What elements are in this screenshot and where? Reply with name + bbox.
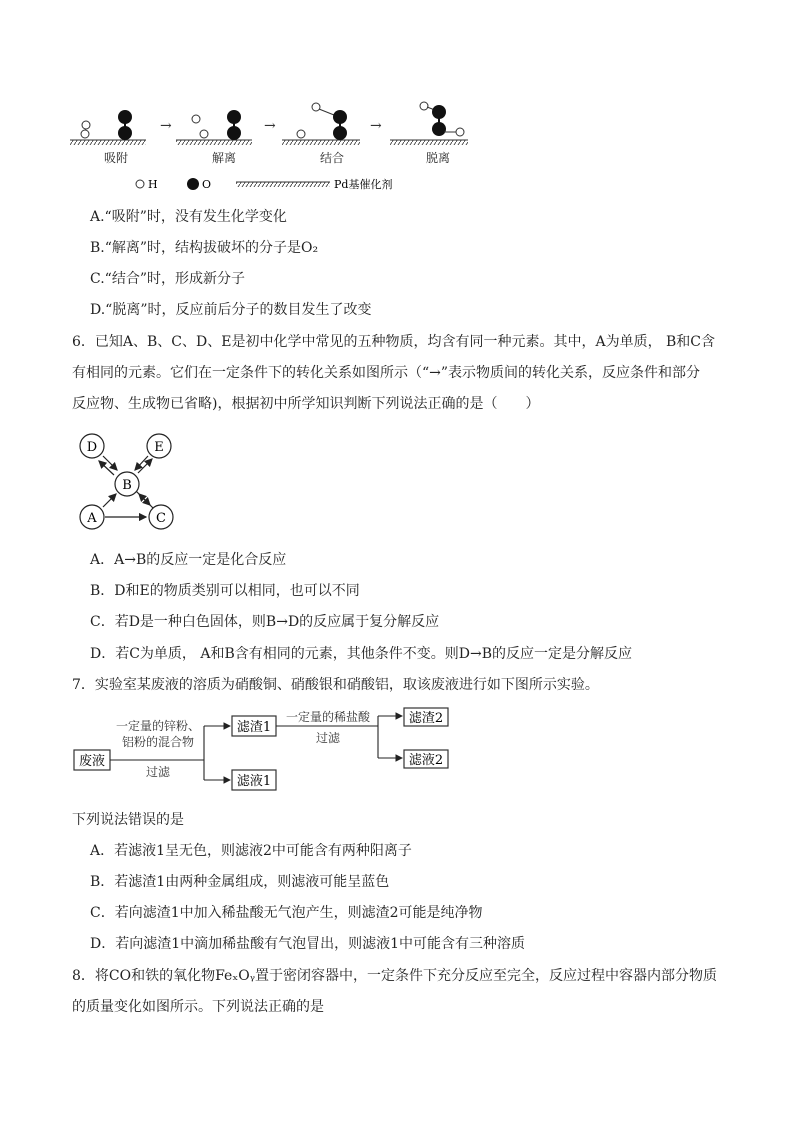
flow-step1-line3: 过滤 (145, 765, 171, 779)
figure-legend (136, 177, 392, 191)
flow-filtrate1: 滤液1 (236, 774, 272, 789)
q7-option-a: A．若滤液1呈无色，则滤液2中可能含有两种阳离子 (90, 843, 412, 859)
q6-stem-line1: 6．已知A、B、C、D、E是初中化学中常见的五种物质，均含有同一种元素。其中，A为单质， B和C含 (72, 334, 716, 350)
q6-option-c: C．若D是一种白色固体，则B→D的反应属于复分解反应 (90, 614, 440, 630)
flow-step2-line2: 过滤 (315, 731, 341, 745)
flow-waste: 废液 (78, 754, 106, 769)
svg-text:O: O (202, 178, 212, 191)
svg-text:Pd基催化剂: Pd基催化剂 (334, 178, 393, 191)
q5-option-c: C.“结合”时，形成新分子 (90, 271, 245, 287)
flow-residue1: 滤渣1 (236, 720, 272, 735)
q8-stem-line2: 的质量变化如图所示。下列说法正确的是 (72, 999, 324, 1015)
node-b: B (122, 478, 132, 493)
flow-filtrate2: 滤液2 (408, 753, 444, 768)
adsorption-figure (68, 100, 468, 195)
stage-desorption (390, 102, 468, 165)
svg-text:→: → (370, 118, 382, 134)
q6-option-b: B．D和E的物质类别可以相同，也可以不同 (90, 583, 360, 599)
flow-step2-line1: 一定量的稀盐酸 (285, 710, 371, 724)
node-d: D (86, 440, 98, 455)
q8-stem-line1: 8．将CO和铁的氧化物FeₓOᵧ置于密闭容器中，一定条件下充分反应至完全，反应过程中容器内部分物质 (72, 968, 718, 984)
q6-option-d: D．若C为单质， A和B含有相同的元素，其他条件不变。则D→B的反应一定是分解反应 (90, 646, 633, 662)
stage-adsorption (70, 110, 146, 165)
q7-stem: 下列说法错误的是 (72, 812, 184, 828)
relation-diagram (72, 428, 182, 538)
q6-option-a: A．A→B的反应一定是化合反应 (90, 552, 287, 568)
stage-label: 脱离 (426, 151, 451, 165)
stage-dissociation (176, 110, 252, 165)
q6-stem-line3: 反应物、生成物已省略)，根据初中所学知识判断下列说法正确的是（ ） (72, 396, 540, 412)
q7-option-d: D．若向滤渣1中滴加稀盐酸有气泡冒出，则滤液1中可能含有三种溶质 (90, 936, 526, 952)
stage-combination (282, 103, 360, 165)
flow-step1-line1: 一定量的锌粉、 (115, 719, 201, 733)
q5-option-d: D.“脱离”时，反应前后分子的数目发生了改变 (90, 302, 372, 318)
stage-label: 解离 (212, 151, 237, 165)
q7-option-c: C．若向滤渣1中加入稀盐酸无气泡产生，则滤渣2可能是纯净物 (90, 905, 483, 921)
flow-diagram (72, 706, 462, 796)
q7-stem-line1: 7．实验室某废液的溶质为硝酸铜、硝酸银和硝酸铝，取该废液进行如下图所示实验。 (72, 677, 599, 693)
q6-stem-line2: 有相同的元素。它们在一定条件下的转化关系如图所示（“→”表示物质间的转化关系，反应条件和部分 (72, 365, 701, 381)
stage-label: 结合 (320, 151, 345, 165)
stage-label: 吸附 (104, 151, 129, 165)
q7-option-b: B．若滤渣1由两种金属组成，则滤液可能呈蓝色 (90, 874, 390, 890)
svg-text:→: → (160, 118, 172, 134)
node-e: E (154, 440, 164, 455)
flow-residue2: 滤渣2 (408, 711, 444, 726)
node-a: A (87, 511, 97, 526)
node-c: C (156, 511, 166, 526)
svg-text:H: H (148, 178, 158, 191)
flow-step1-line2: 铝粉的混合物 (121, 735, 195, 749)
svg-text:→: → (264, 118, 276, 134)
q5-option-a: A.“吸附”时，没有发生化学变化 (90, 209, 287, 225)
q5-option-b: B.“解离”时，结构拔破坏的分子是O₂ (90, 240, 319, 256)
